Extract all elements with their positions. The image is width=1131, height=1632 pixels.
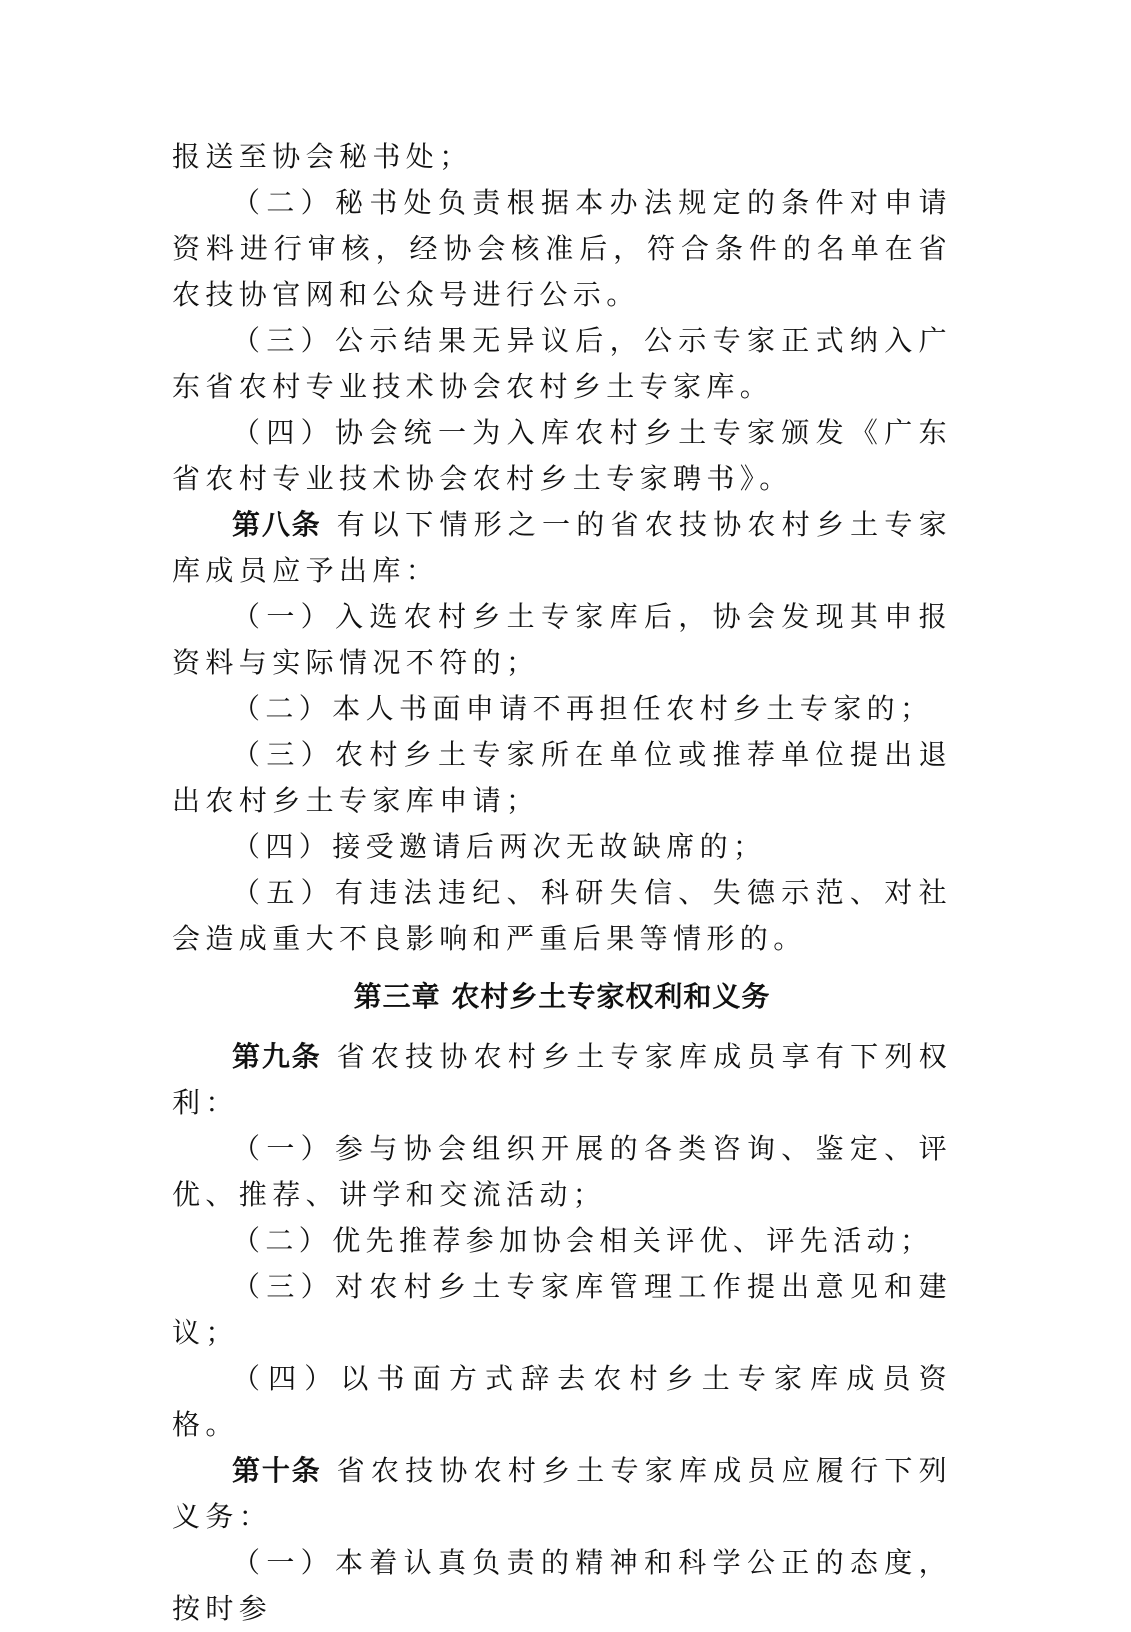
paragraph-item-4: （四）协会统一为入库农村乡土专家颁发《广东省农村专业技术协会农村乡土专家聘书》。 <box>172 416 952 495</box>
article-9-item-3: （三）对农村乡土专家库管理工作提出意见和建议； <box>172 1270 952 1349</box>
article-9-heading: 第九条 <box>232 1040 322 1073</box>
article-8-item-4: （四）接受邀请后两次无故缺席的； <box>232 830 767 863</box>
article-10-text: 省农技协农村乡土专家库成员应履行下列义务： <box>172 1454 952 1533</box>
article-9-item-2: （二）优先推荐参加协会相关评优、评先活动； <box>232 1224 934 1257</box>
article-9 <box>172 1034 952 1126</box>
article-8-item-2: （二）本人书面申请不再担任农村乡土专家的； <box>232 692 934 725</box>
chapter-3-title: 第三章 农村乡土专家权利和义务 <box>353 980 771 1013</box>
article-9-text: 省农技协农村乡土专家库成员享有下列权利： <box>172 1040 952 1119</box>
article-8 <box>172 502 952 594</box>
article-8-item-1: （一）入选农村乡土专家库后，协会发现其申报资料与实际情况不符的； <box>172 600 952 679</box>
paragraph-continuation: 报送至协会秘书处； <box>172 140 473 173</box>
paragraph-item-2: （二）秘书处负责根据本办法规定的条件对申请资料进行审核，经协会核准后，符合条件的名单在省农技协官网和公众号进行公示。 <box>172 186 952 311</box>
article-10 <box>172 1448 952 1540</box>
article-8-text: 有以下情形之一的省农技协农村乡土专家库成员应予出库： <box>172 508 952 587</box>
article-8-item-3: （三）农村乡土专家所在单位或推荐单位提出退出农村乡土专家库申请； <box>172 738 952 817</box>
article-9-item-1: （一）参与协会组织开展的各类咨询、鉴定、评优、推荐、讲学和交流活动； <box>172 1132 952 1211</box>
article-9-item-4: （四）以书面方式辞去农村乡土专家库成员资格。 <box>172 1362 952 1441</box>
article-8-item-5: （五）有违法违纪、科研失信、失德示范、对社会造成重大不良影响和严重后果等情形的。 <box>172 876 952 955</box>
paragraph-item-3: （三）公示结果无异议后，公示专家正式纳入广东省农村专业技术协会农村乡土专家库。 <box>172 324 952 403</box>
document-page <box>172 134 952 1632</box>
article-8-heading: 第八条 <box>232 508 322 541</box>
article-10-heading: 第十条 <box>232 1454 322 1487</box>
article-10-item-1: （一）本着认真负责的精神和科学公正的态度，按时参 <box>172 1546 952 1625</box>
